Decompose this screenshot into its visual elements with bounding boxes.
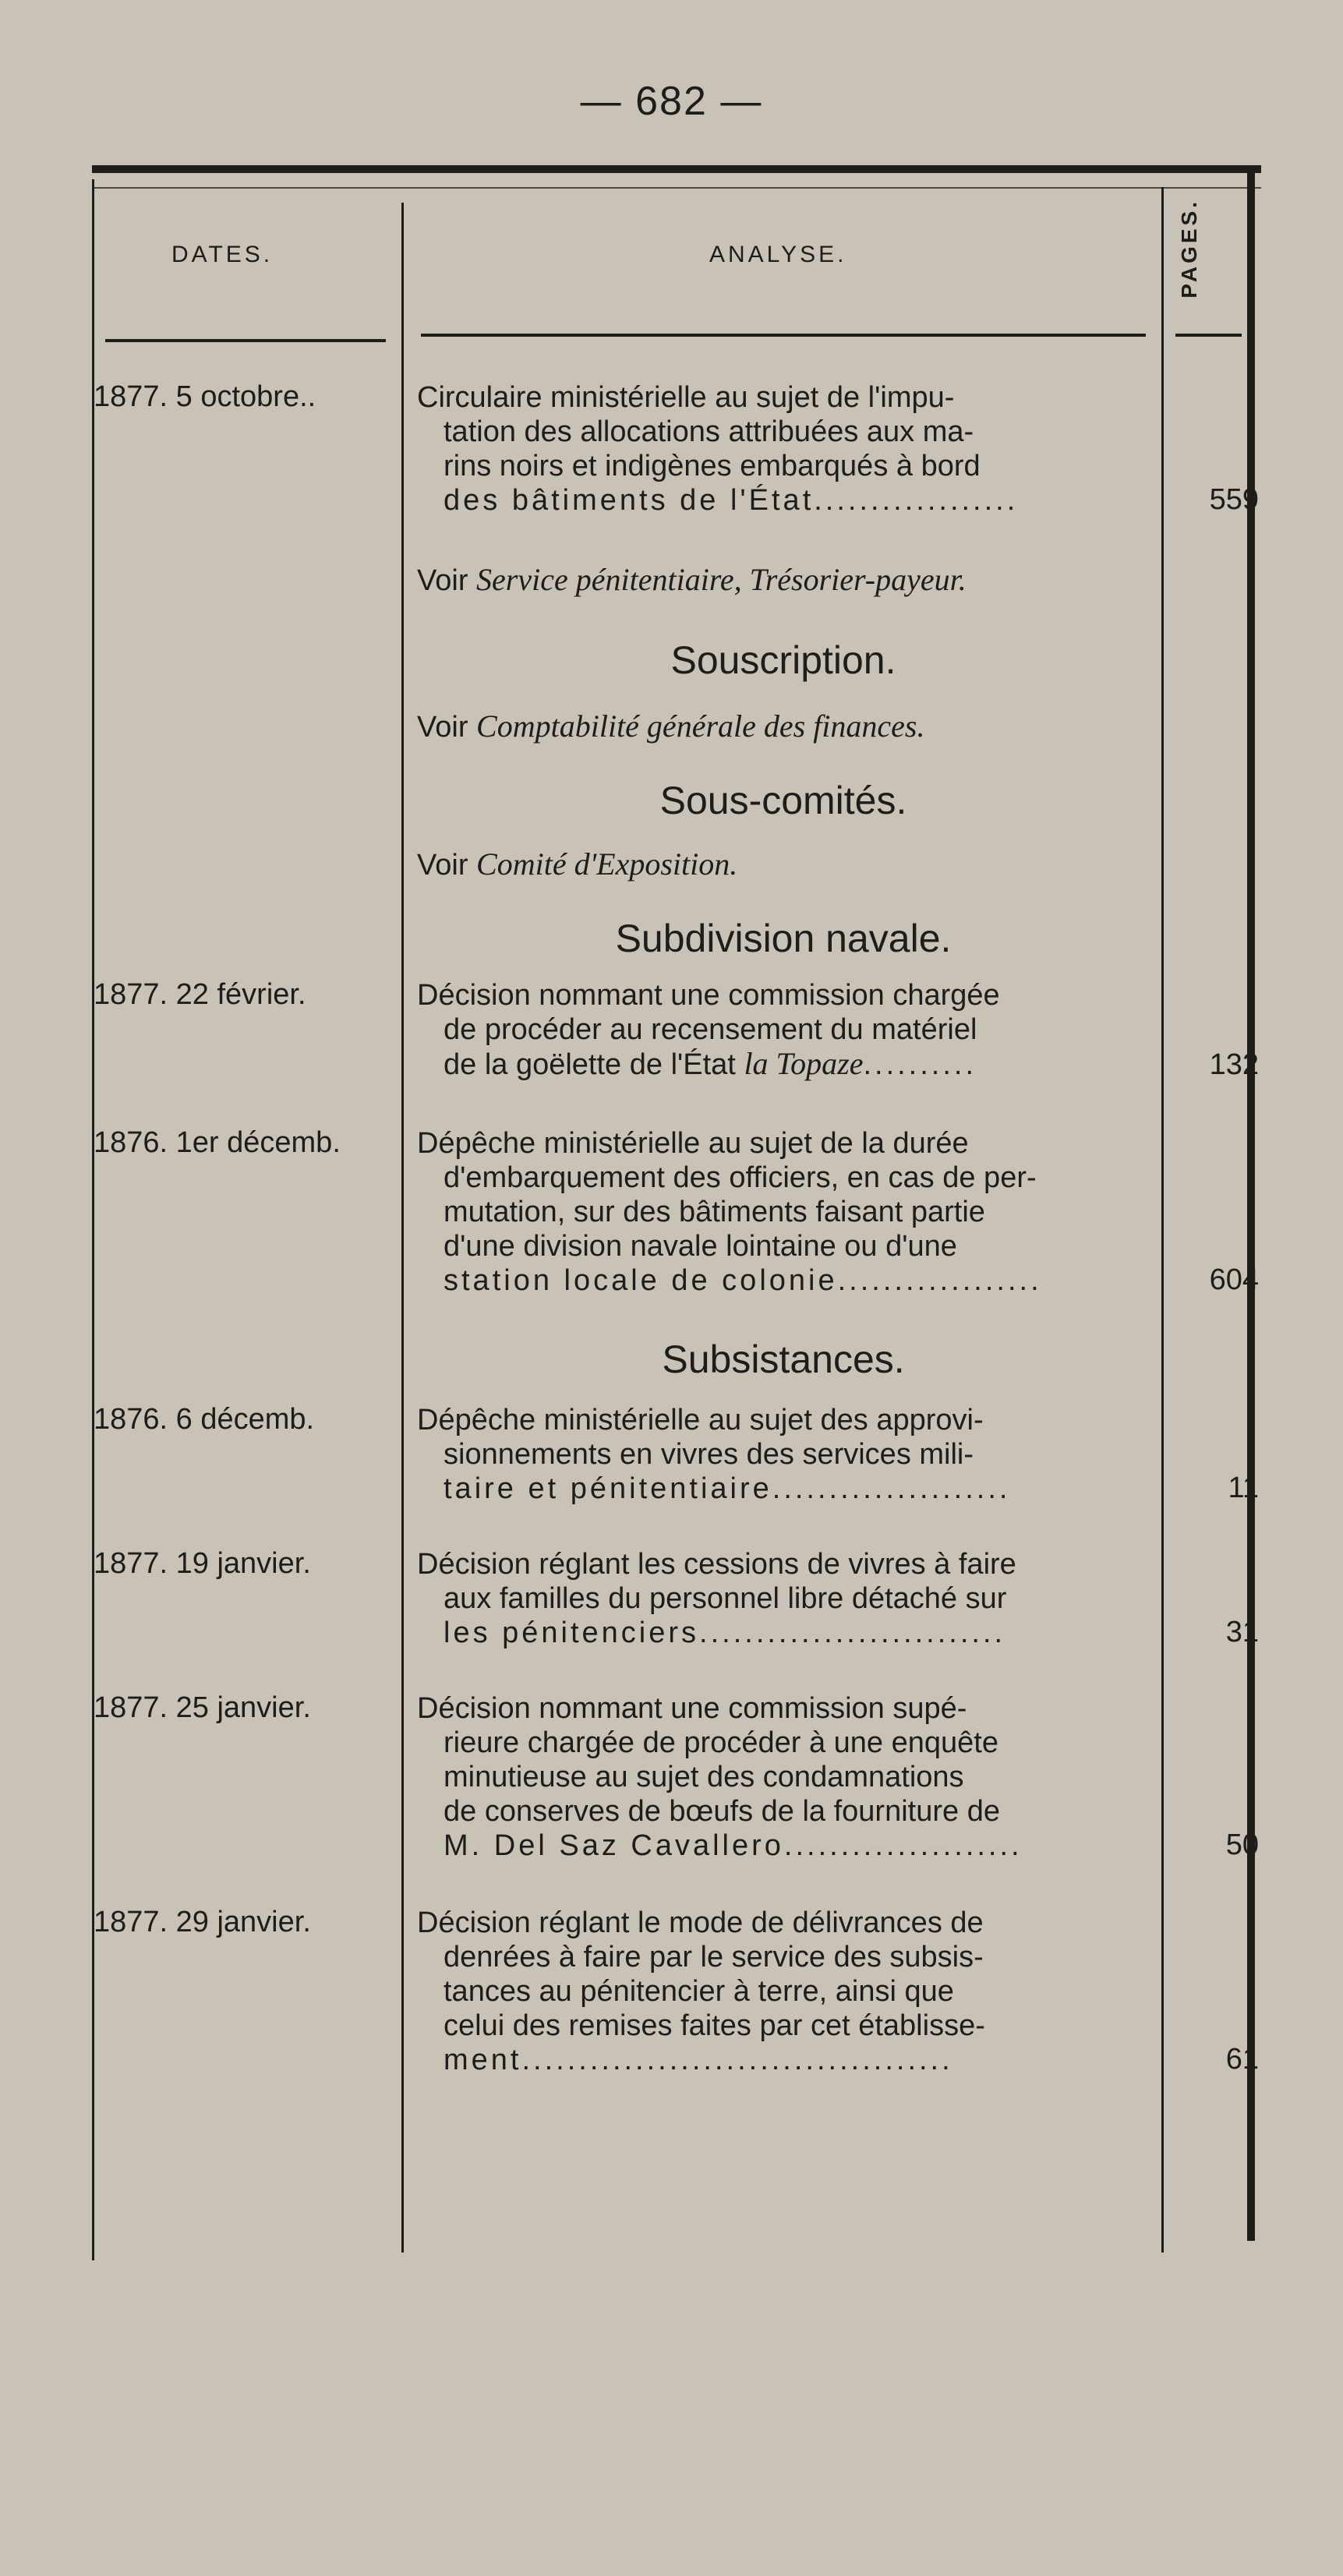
- entry-page: 31: [1225, 1616, 1259, 1648]
- see-also: [417, 561, 1150, 598]
- section-heading: Souscription.: [670, 638, 896, 682]
- entry-line: tation des allocations attribuées aux ma-: [444, 415, 974, 448]
- entry-line: Dépêche ministérielle au sujet des approvi-: [417, 1404, 984, 1436]
- entry-line: de conserves de bœufs de la fourniture de: [444, 1795, 1000, 1828]
- entry-line: [417, 1047, 1150, 1082]
- entry-date: 1876. 1er décemb.: [94, 1126, 341, 1159]
- entry-line: rieure chargée de procéder à une enquête: [444, 1726, 998, 1759]
- section-heading: Subdivision navale.: [615, 917, 952, 960]
- see-also-ref: Comité d'Exposition.: [476, 846, 738, 882]
- entry-line: Décision nommant une commission chargée: [417, 979, 1000, 1012]
- entry-analysis: [417, 1403, 1150, 1506]
- entry-date: 1877. 5 octobre..: [94, 380, 316, 413]
- entry-line: taire et pénitentiaire.....................: [444, 1472, 1011, 1505]
- entry-analysis: [417, 1126, 1150, 1298]
- entry-line: tances au pénitencier à terre, ainsi que: [444, 1975, 954, 2008]
- see-also: [417, 846, 1150, 882]
- entry-line: celui des remises faites par cet établisse-: [444, 2009, 985, 2042]
- entry-line: Décision réglant les cessions de vivres à faire: [417, 1548, 1016, 1581]
- entry-line: ment......................................: [444, 2044, 953, 2076]
- entry-page: 61: [1225, 2043, 1259, 2076]
- entry-analysis: [417, 1547, 1150, 1650]
- pages-header: PAGES.: [1177, 199, 1201, 299]
- section-heading: Subsistances.: [662, 1337, 905, 1381]
- leader-dots: ..........: [863, 1048, 977, 1081]
- entry-analysis: [417, 380, 1150, 518]
- entry-line: sionnements en vivres des services mili-: [444, 1438, 974, 1471]
- entry-line: station locale de colonie..................: [444, 1264, 1042, 1297]
- entry-line: Décision nommant une commission supé-: [417, 1692, 967, 1725]
- see-also-ref: Service pénitentiaire, Trésorier-payeur.: [476, 562, 967, 597]
- entry-page: 559: [1209, 483, 1259, 516]
- entry-line: denrées à faire par le service des subsis-: [444, 1941, 984, 1974]
- entry-date: 1877. 25 janvier.: [94, 1691, 311, 1724]
- dates-column-divider: [401, 203, 404, 2253]
- see-also-label: Voir: [417, 564, 468, 597]
- entry-date: 1877. 19 janvier.: [94, 1547, 311, 1580]
- entry-analysis: [417, 978, 1150, 1082]
- entry-line: de procéder au recensement du matériel: [444, 1013, 977, 1046]
- vessel-name: la Topaze: [744, 1046, 864, 1081]
- entry-line: aux familles du personnel libre détaché sur: [444, 1582, 1007, 1615]
- entry-analysis: [417, 1906, 1150, 2077]
- analyse-header-rule: [421, 334, 1146, 337]
- entry-analysis: [417, 1691, 1150, 1863]
- see-also-ref: Comptabilité générale des finances.: [476, 708, 925, 744]
- pages-column-divider: [1161, 187, 1164, 2253]
- entry-date: 1877. 22 février.: [94, 978, 306, 1011]
- pages-header-rule: [1175, 334, 1242, 337]
- see-also: [417, 708, 1150, 744]
- dates-header: DATES.: [171, 242, 274, 267]
- entry-line-text: de la goëlette de l'État: [444, 1048, 736, 1081]
- analyse-header: ANALYSE.: [709, 242, 847, 267]
- entry-line: Circulaire ministérielle au sujet de l'impu-: [417, 381, 955, 414]
- entry-line: minutieuse au sujet des condamnations: [444, 1761, 964, 1793]
- entry-page: 11: [1228, 1472, 1259, 1504]
- entry-line: les pénitenciers...........................: [444, 1617, 1006, 1649]
- page-number: — 682 —: [580, 79, 763, 124]
- section-heading: Sous-comités.: [659, 779, 907, 822]
- entry-line: d'une division navale lointaine ou d'une: [444, 1230, 957, 1263]
- table-top-thin-rule: [92, 187, 1261, 189]
- dates-header-rule: [105, 339, 386, 342]
- left-border: [92, 179, 94, 2260]
- entry-line: M. Del Saz Cavallero.....................: [444, 1829, 1023, 1862]
- entry-line: mutation, sur des bâtiments faisant partie: [444, 1196, 985, 1228]
- entry-line: Décision réglant le mode de délivrances de: [417, 1906, 984, 1939]
- entry-page: 132: [1209, 1048, 1259, 1081]
- entry-page: 604: [1209, 1263, 1259, 1296]
- entry-date: 1877. 29 janvier.: [94, 1906, 311, 1938]
- table-top-rule: [92, 165, 1261, 173]
- entry-line: Dépêche ministérielle au sujet de la durée: [417, 1127, 969, 1160]
- see-also-label: Voir: [417, 711, 468, 744]
- entry-date: 1876. 6 décemb.: [94, 1403, 315, 1436]
- entry-page: 50: [1225, 1829, 1259, 1861]
- entry-line: d'embarquement des officiers, en cas de per-: [444, 1161, 1037, 1194]
- see-also-label: Voir: [417, 849, 468, 882]
- entry-line: des bâtiments de l'État..................: [444, 484, 1019, 517]
- entry-line: rins noirs et indigènes embarqués à bord: [444, 450, 981, 482]
- right-border: [1247, 168, 1255, 2241]
